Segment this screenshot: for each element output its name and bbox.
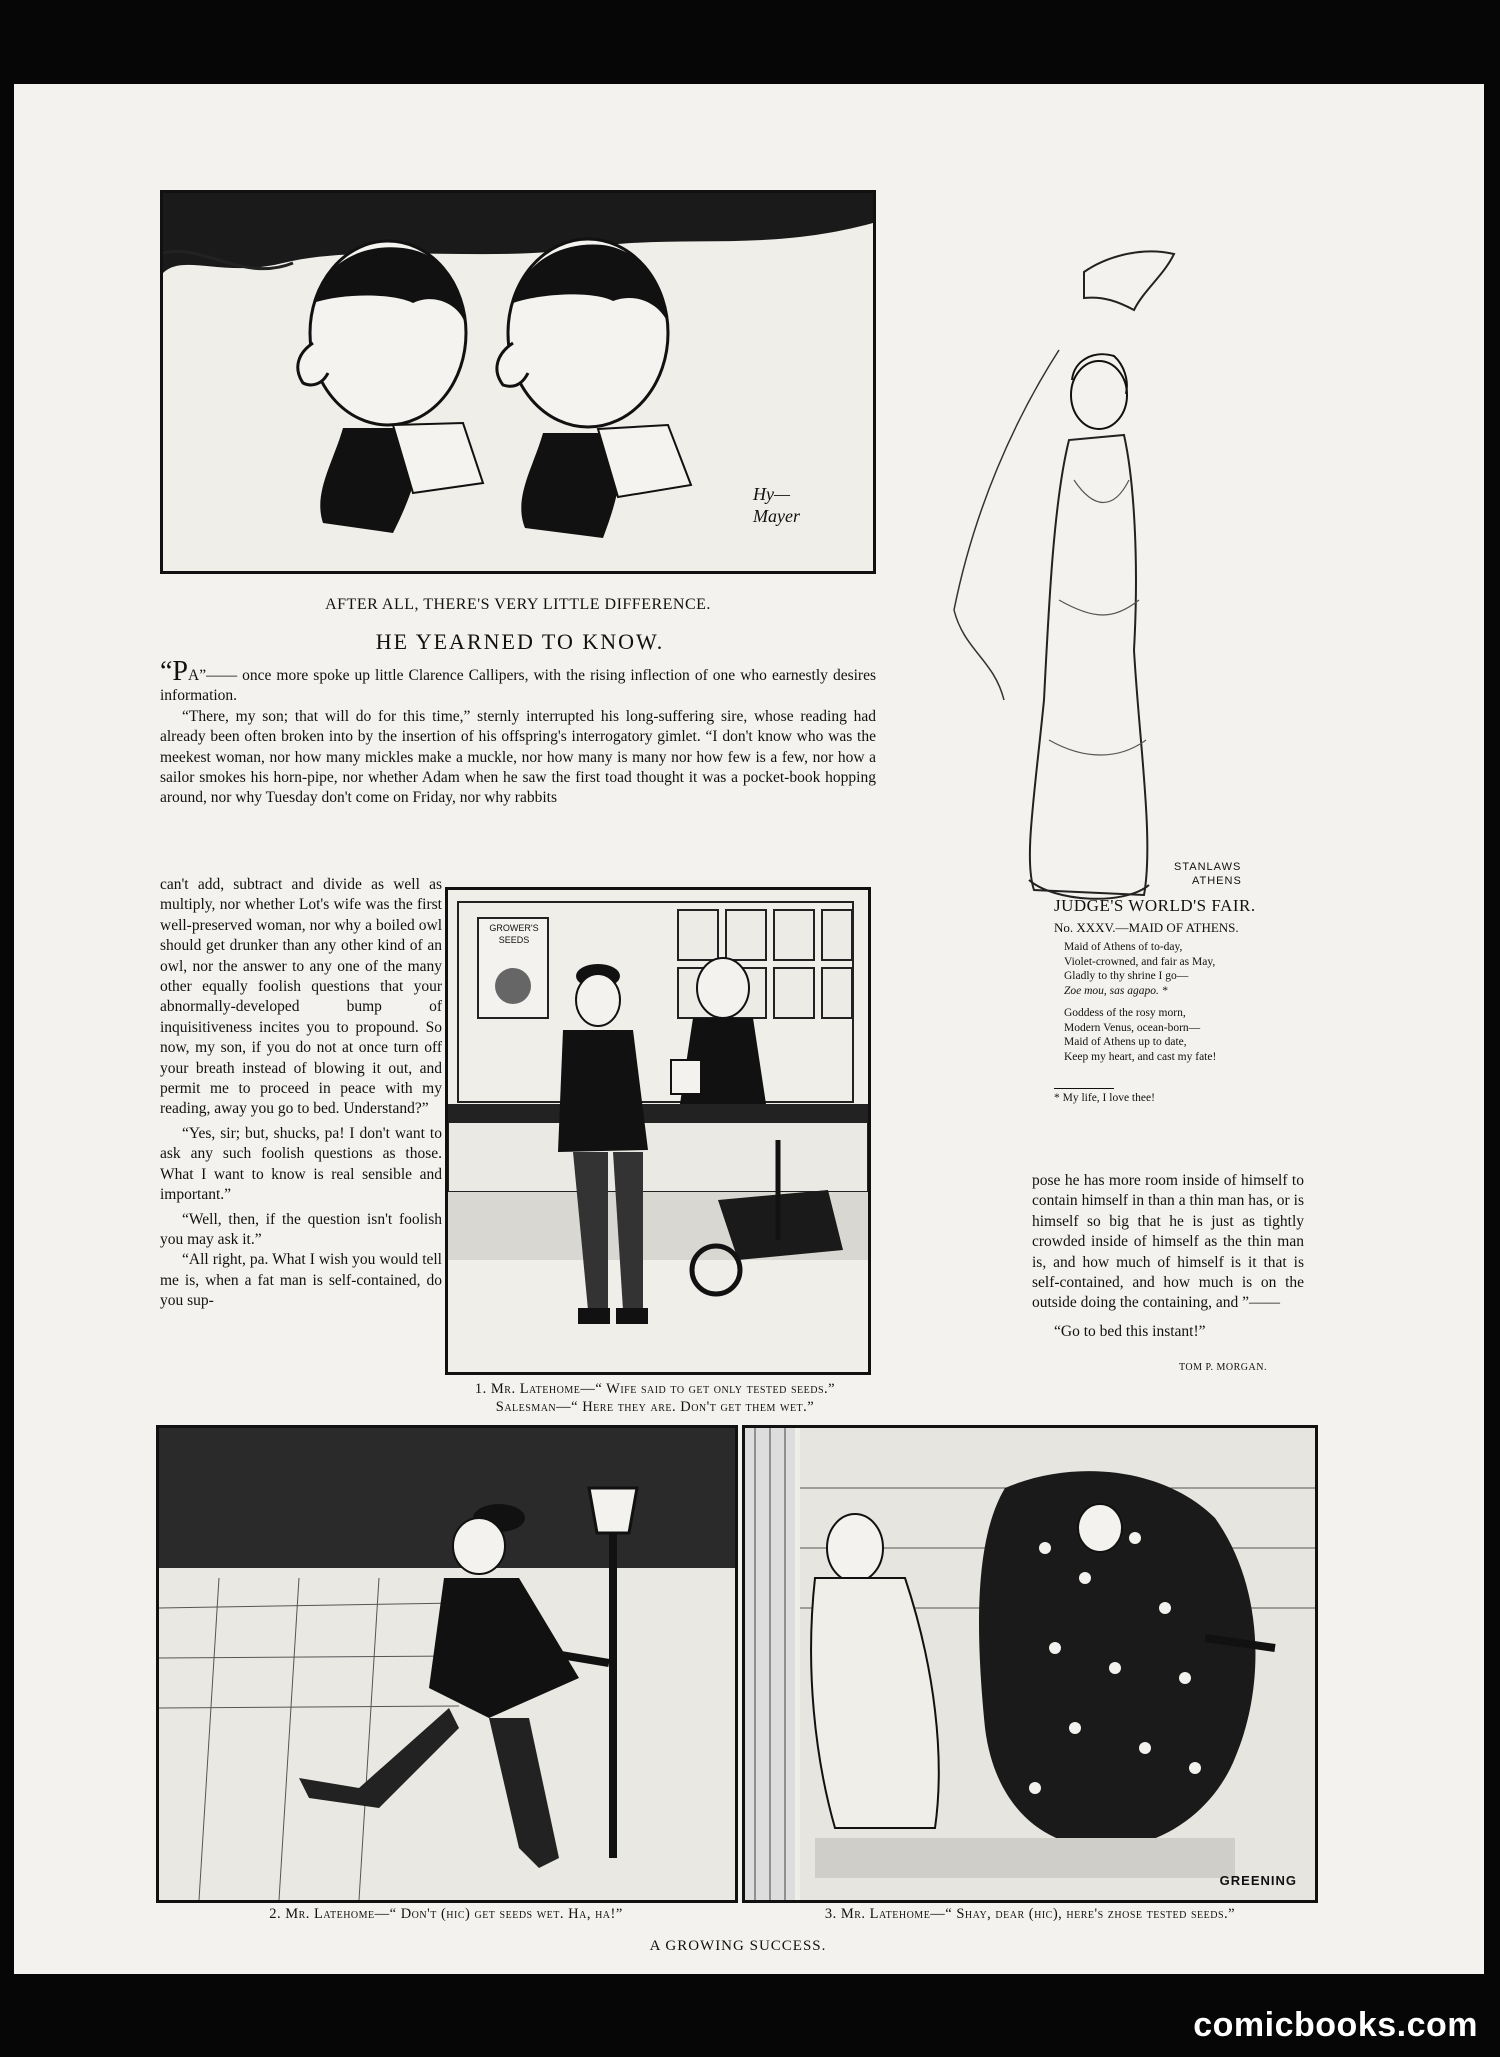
panel-2-caption: 2. Mr. Latehome—“ Don't (hic) get seeds wet. Ha, ha!”	[269, 1906, 623, 1922]
poem-line: Modern Venus, ocean-born—	[1064, 1021, 1201, 1034]
artist-signature	[753, 483, 800, 527]
panel-1-caption	[435, 1380, 875, 1416]
artist-credit	[1174, 860, 1242, 888]
left-head	[298, 241, 483, 533]
left-column-para-1: can't add, subtract and divide as well as multiply, nor whether Lot's wife was the first well-preserved woman, nor why a boiled owl should get drunker than any other kind of an owl, nor the answer to any one of the many other equally foolish questions that your abnormally-developed bump of inquisitiveness incites you to propound. So now, my son, if you do not at once turn off your breath instead of blowing it out, and permit me to proceed in peace with my reading, away you go to bed. Understand?”	[160, 876, 442, 1118]
article-paragraph-1	[160, 656, 876, 707]
cartoon-panel-two-heads	[160, 190, 876, 574]
poem-line: Maid of Athens of to-day,	[1064, 941, 1183, 953]
panel-1-caption-line2: Salesman—“ Here they are. Don't get them wet.”	[495, 1399, 815, 1415]
strip-title: A GROWING SUCCESS.	[649, 1938, 827, 1954]
article-opening	[160, 656, 876, 809]
strip-panel-3-doorway	[742, 1425, 1318, 1903]
cartoon-caption: AFTER ALL, THERE'S VERY LITTLE DIFFERENCE.	[325, 596, 711, 613]
sign-line1: GROWER'S	[489, 923, 539, 933]
artist-signature-line2: Mayer	[753, 506, 800, 526]
fair-poem	[1064, 940, 1294, 1064]
left-column-para-3: “Well, then, if the question isn't foolish you may ask it.”	[160, 1210, 442, 1248]
right-column-para-2: “Go to bed this instant!”	[1054, 1322, 1206, 1340]
poem-line: Maid of Athens up to date,	[1064, 1036, 1187, 1048]
drop-letter: “P	[160, 656, 188, 687]
panel-3-caption: 3. Mr. Latehome—“ Shay, dear (hic), here's zhose tested seeds.”	[824, 1906, 1236, 1922]
panel-1-caption-line1: 1. Mr. Latehome—“ Wife said to get only tested seeds.”	[474, 1381, 836, 1397]
paragraph-1-text: A”—— once more spoke up little Clarence Callipers, with the rising inflection of one who earnestly desires information.	[160, 667, 876, 705]
left-column-para-2: “Yes, sir; but, shucks, pa! I don't want to ask any such foolish questions as those. What I want to know is real sensible and important.”	[160, 1124, 442, 1204]
article-byline: TOM P. MORGAN.	[1179, 1362, 1267, 1373]
article-left-column	[160, 875, 442, 1312]
poem-divider	[1054, 1088, 1114, 1089]
poem-line: Keep my heart, and cast my fate!	[1064, 1050, 1217, 1063]
article-paragraph-2: “There, my son; that will do for this time,” sternly interrupted his long-suffering sire, whose reading had already been often broken into by the insertion of his offspring's interrogatory gimlet. “I don't know who was the meekest woman, nor how many mickles make a muckle, nor how many is many nor how few is a few, nor how a sailor smokes his horn-pipe, nor whether Adam when he saw the first toad thought it was a pocket-book hopping around, nor why Tuesday don't come on Friday, nor why rabbits	[160, 707, 876, 807]
article-right-column	[1032, 1171, 1304, 1342]
strip-panel-1-seed-store	[445, 887, 871, 1375]
sign-line2: SEEDS	[498, 935, 530, 945]
maid-of-athens-illustration	[934, 180, 1204, 910]
left-column-para-4: “All right, pa. What I wish you would tell me is, when a fat man is self-contained, do you sup-	[160, 1251, 442, 1310]
fair-subtitle: No. XXXV.—MAID OF ATHENS.	[1054, 920, 1239, 935]
artist-credit-name: STANLAWS	[1174, 861, 1242, 873]
poem-line	[1064, 998, 1294, 1006]
artist-credit-place: ATHENS	[1192, 875, 1242, 887]
poem-line: Goddess of the rosy morn,	[1064, 1007, 1186, 1019]
greening-signature: GREENING	[1219, 1873, 1297, 1888]
article-headline: HE YEARNED TO KNOW.	[375, 629, 665, 654]
fair-title: JUDGE'S WORLD'S FAIR.	[1054, 896, 1256, 915]
site-watermark: comicbooks.com	[1193, 2006, 1478, 2044]
right-head	[497, 239, 691, 538]
magazine-page	[14, 84, 1484, 1974]
poem-line: Violet-crowned, and fair as May,	[1064, 955, 1216, 968]
artist-signature-line1: Hy—	[753, 484, 790, 504]
strip-panel-2-streetlamp	[156, 1425, 738, 1903]
right-column-para-1: pose he has more room inside of himself to contain himself in than a thin man has, or is himself so big that he is just as tightly crowded inside of himself as the thin man is, and how much of himself is it that is self-contained, and how much is on the outside doing the containing, and ”——	[1032, 1172, 1304, 1312]
poem-line: Zoe mou, sas agapo. *	[1064, 984, 1168, 997]
poem-line: Gladly to thy shrine I go—	[1064, 970, 1189, 982]
poem-footnote: * My life, I love thee!	[1054, 1092, 1155, 1104]
growers-seeds-sign	[482, 922, 546, 946]
